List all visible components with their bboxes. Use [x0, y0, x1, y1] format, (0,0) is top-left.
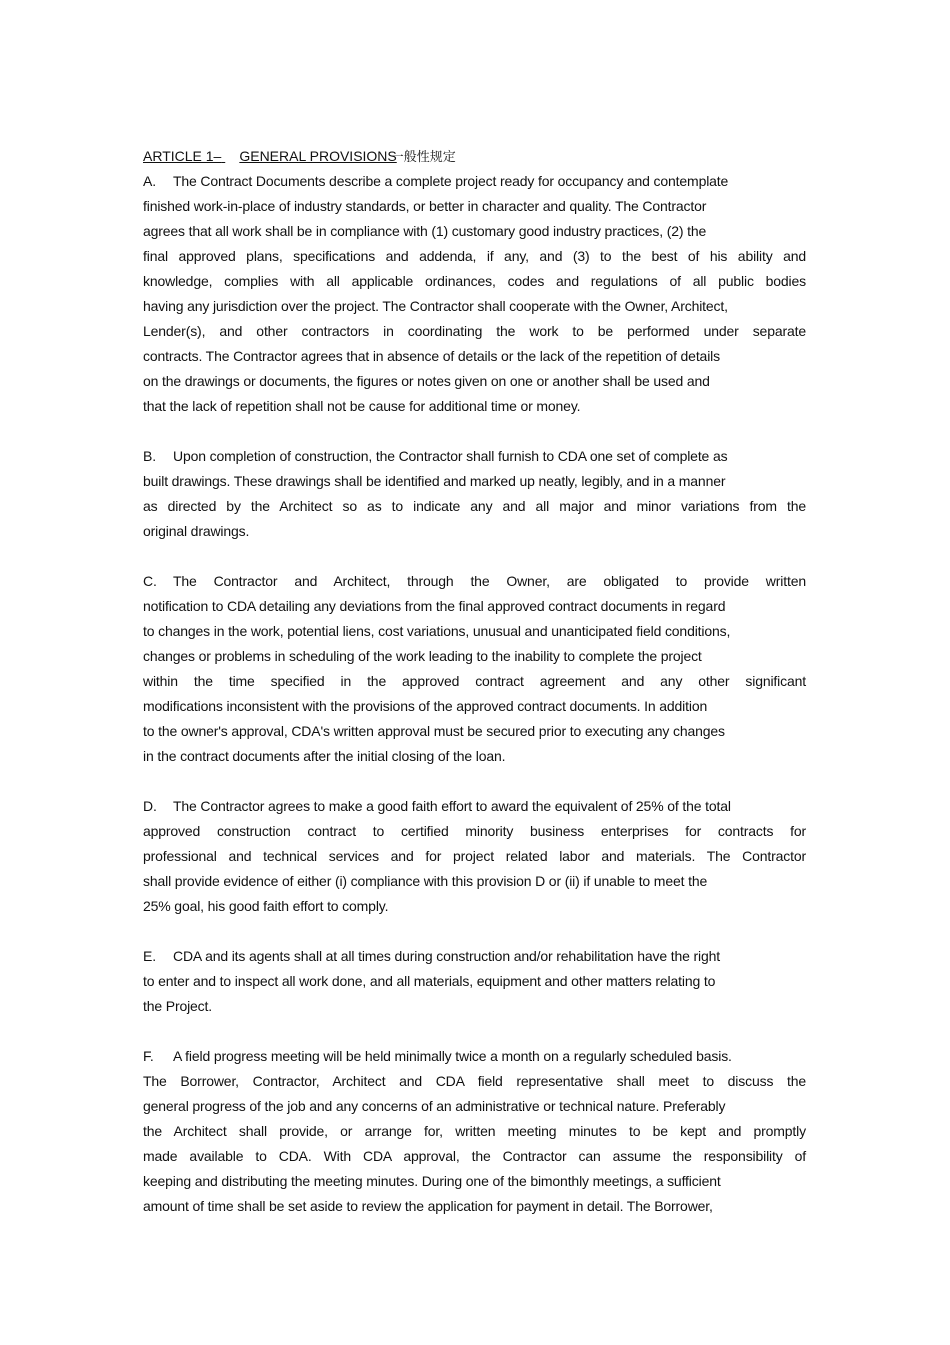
article-heading	[143, 146, 806, 171]
paragraph-line	[143, 946, 806, 971]
line-text: in the contract documents after the initial closing of the loan.	[143, 748, 506, 764]
paragraph-line	[143, 871, 806, 896]
paragraph-line	[143, 196, 806, 221]
paragraph-d	[143, 796, 806, 921]
line-text: Upon completion of construction, the Contractor shall furnish to CDA one set of complete as	[173, 448, 728, 464]
line-text: CDA and its agents shall at all times during construction and/or rehabilitation have the right	[173, 948, 720, 964]
paragraph-line	[143, 296, 806, 321]
paragraph-line	[143, 671, 806, 696]
line-text: keeping and distributing the meeting minutes. During one of the bimonthly meetings, a sufficient	[143, 1173, 721, 1189]
paragraph-label: C.	[143, 573, 157, 589]
line-text: Lender(s), and other contractors in coordinating the work to be performed under separate	[143, 323, 806, 339]
paragraph-line	[143, 1171, 806, 1196]
paragraph-line	[143, 221, 806, 246]
paragraph-line	[143, 1046, 806, 1071]
paragraph-f	[143, 1046, 806, 1221]
document-body	[143, 146, 806, 1246]
paragraph-line	[143, 1196, 806, 1221]
line-text: the Project.	[143, 998, 213, 1014]
paragraph-line	[143, 396, 806, 421]
paragraph-line	[143, 571, 806, 596]
paragraph-label: D.	[143, 798, 157, 814]
paragraph-line	[143, 1121, 806, 1146]
line-text: within the time specified in the approved contract agreement and any other significant	[143, 673, 806, 689]
paragraph-list	[143, 171, 806, 1221]
paragraph-line	[143, 271, 806, 296]
line-text: knowledge, complies with all applicable ordinances, codes and regulations of all public bodies	[143, 273, 806, 289]
line-text: to enter and to inspect all work done, and all materials, equipment and other matters relating to	[143, 973, 716, 989]
paragraph-b	[143, 446, 806, 546]
paragraph-line	[143, 246, 806, 271]
line-text: The Contract Documents describe a complete project ready for occupancy and contemplate	[173, 173, 729, 189]
line-text: changes or problems in scheduling of the work leading to the inability to complete the project	[143, 648, 702, 664]
paragraph-line	[143, 446, 806, 471]
line-text: original drawings.	[143, 523, 250, 539]
line-text: shall provide evidence of either (i) compliance with this provision D or (ii) if unable to meet the	[143, 873, 708, 889]
paragraph-line	[143, 521, 806, 546]
line-text: finished work-in-place of industry standards, or better in character and quality. The Contractor	[143, 198, 707, 214]
paragraph-line	[143, 821, 806, 846]
line-text: amount of time shall be set aside to review the application for payment in detail. The Borrower,	[143, 1198, 713, 1214]
paragraph-line	[143, 796, 806, 821]
line-text: having any jurisdiction over the project. The Contractor shall cooperate with the Owner, Architect,	[143, 298, 728, 314]
line-text: made available to CDA. With CDA approval, the Contractor can assume the responsibility of	[143, 1148, 806, 1164]
paragraph-line	[143, 596, 806, 621]
article-title: GENERAL PROVISIONS	[239, 148, 397, 164]
paragraph-line	[143, 346, 806, 371]
paragraph-line	[143, 746, 806, 771]
line-text: general progress of the job and any concerns of an administrative or technical nature. Preferably	[143, 1098, 726, 1114]
heading-gap	[221, 146, 239, 166]
line-text: the Architect shall provide, or arrange for, written meeting minutes to be kept and promptly	[143, 1123, 806, 1139]
line-text: professional and technical services and for project related labor and materials. The Contractor	[143, 848, 806, 864]
line-text: as directed by the Architect so as to indicate any and all major and minor variations from the	[143, 498, 806, 514]
line-text: on the drawings or documents, the figures or notes given on one or another shall be used and	[143, 373, 710, 389]
paragraph-line	[143, 996, 806, 1021]
line-text: 25% goal, his good faith effort to comply.	[143, 898, 389, 914]
paragraph-label: E.	[143, 948, 156, 964]
line-text: final approved plans, specifications and addenda, if any, and (3) to the best of his ability and	[143, 248, 806, 264]
line-text: The Contractor agrees to make a good faith effort to award the equivalent of 25% of the total	[173, 798, 731, 814]
paragraph-line	[143, 471, 806, 496]
paragraph-label: F.	[143, 1048, 154, 1064]
paragraph-line	[143, 721, 806, 746]
paragraph-line	[143, 1146, 806, 1171]
line-text: that the lack of repetition shall not be cause for additional time or money.	[143, 398, 581, 414]
paragraph-line	[143, 896, 806, 921]
line-text: The Borrower, Contractor, Architect and CDA field representative shall meet to discuss the	[143, 1073, 806, 1089]
paragraph-line	[143, 371, 806, 396]
paragraph-line	[143, 646, 806, 671]
line-text: modifications inconsistent with the provisions of the approved contract documents. In addition	[143, 698, 708, 714]
line-text: approved construction contract to certified minority business enterprises for contracts for	[143, 823, 806, 839]
article-title-chinese: 一般性规定	[390, 150, 456, 165]
paragraph-line	[143, 321, 806, 346]
paragraph-line	[143, 846, 806, 871]
paragraph-line	[143, 696, 806, 721]
line-text: The Contractor and Architect, through the Owner, are obligated to provide written	[173, 573, 806, 589]
paragraph-label: A.	[143, 173, 156, 189]
line-text: notification to CDA detailing any deviations from the final approved contract documents in regard	[143, 598, 726, 614]
paragraph-e	[143, 946, 806, 1021]
paragraph-line	[143, 971, 806, 996]
paragraph-a	[143, 171, 806, 421]
paragraph-label: B.	[143, 448, 156, 464]
paragraph-line	[143, 621, 806, 646]
paragraph-line	[143, 1096, 806, 1121]
line-text: A field progress meeting will be held minimally twice a month on a regularly scheduled basis.	[173, 1048, 732, 1064]
line-text: contracts. The Contractor agrees that in absence of details or the lack of the repetition of details	[143, 348, 720, 364]
line-text: agrees that all work shall be in compliance with (1) customary good industry practices, (2) the	[143, 223, 707, 239]
paragraph-line	[143, 171, 806, 196]
paragraph-c	[143, 571, 806, 771]
line-text: to the owner's approval, CDA's written approval must be secured prior to executing any changes	[143, 723, 725, 739]
line-text: to changes in the work, potential liens, cost variations, unusual and unanticipated field conditions,	[143, 623, 731, 639]
article-number: ARTICLE 1–	[143, 148, 222, 164]
paragraph-line	[143, 496, 806, 521]
line-text: built drawings. These drawings shall be identified and marked up neatly, legibly, and in a manner	[143, 473, 726, 489]
paragraph-line	[143, 1071, 806, 1096]
